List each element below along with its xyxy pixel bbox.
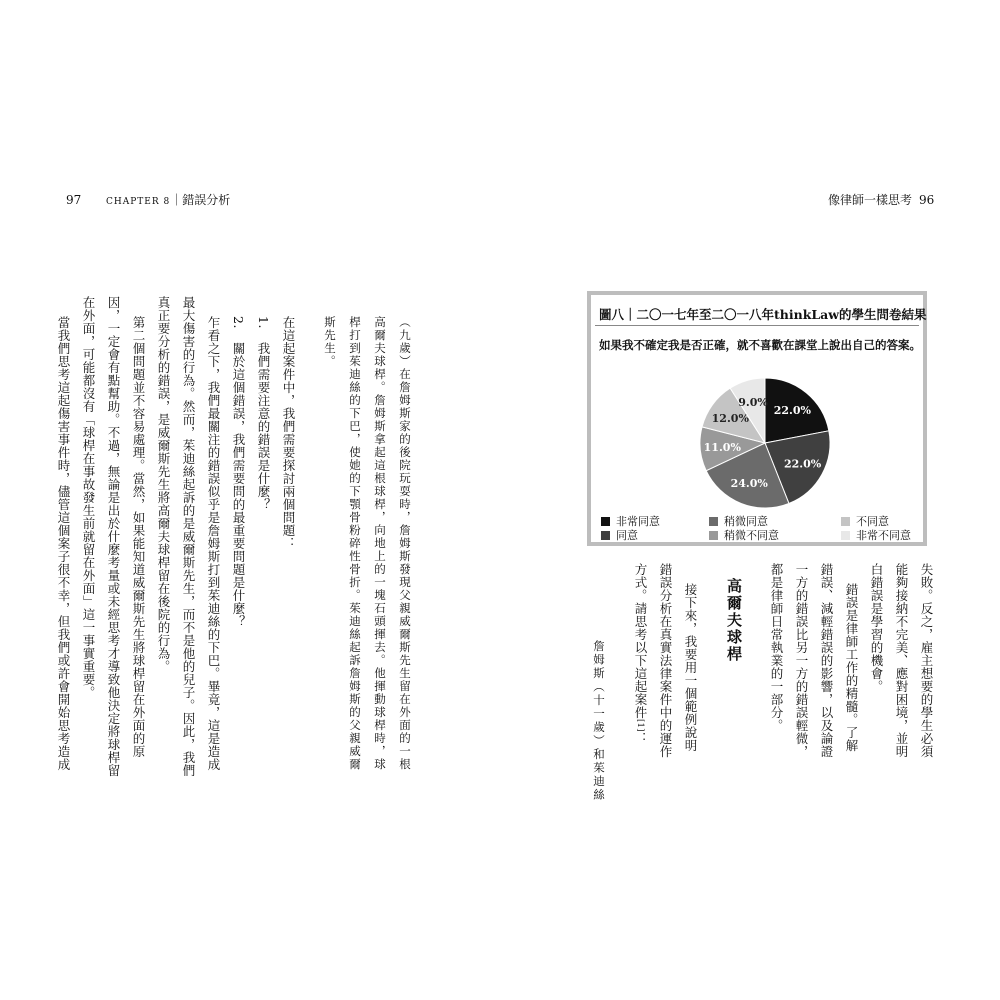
body-column: [632, 563, 649, 745]
legend-label: 非常同意: [616, 515, 660, 528]
quote-column: 斯先生。: [323, 316, 337, 368]
body-column: 最大傷害的行為。然而，茱迪絲起訴的是威爾斯先生，而不是他的兒子。因此，我們: [181, 296, 196, 777]
body-column: 都是律師日常執業的一部分。: [769, 563, 784, 732]
body-column: 能夠接納不完美、應對困境，並明: [894, 563, 909, 758]
legend-label: 非常不同意: [856, 529, 911, 542]
section-heading: 高爾夫球桿: [725, 578, 743, 663]
legend-swatch: [709, 517, 718, 526]
body-column: 在這起案件中，我們需要探討兩個問題：: [281, 316, 296, 550]
body-column: 真正要分析的錯誤，是威爾斯先生將高爾夫球桿留在後院的行為。: [156, 296, 171, 673]
legend-label: 稍微同意: [724, 515, 768, 528]
body-column: 失敗。反之，雇主想要的學生必須: [919, 563, 934, 758]
legend-label: 不同意: [856, 515, 889, 528]
body-column: 白錯誤是學習的機會。: [869, 563, 884, 693]
body-column: 接下來，我要用一個範例說明: [683, 583, 698, 752]
body-column: 錯誤是律師工作的精髓。了解: [844, 583, 859, 752]
legend-swatch: [841, 531, 850, 540]
legend-item: [709, 527, 779, 543]
legend-item: [841, 527, 911, 543]
legend-swatch: [601, 531, 610, 540]
pie-slice-label: 11.0%: [703, 441, 741, 455]
case-byline: 詹姆斯（十一歲）和茱迪絲: [592, 640, 606, 802]
figure-title: 圖八｜二〇一七年至二〇一八年thinkLaw的學生問卷結果: [599, 307, 927, 322]
body-column: 錯誤分析在真實法律案件中的運作: [658, 563, 673, 758]
quote-column: 高爾夫球桿。詹姆斯拿起這根球桿，向地上的一塊石頭揮去。他揮動球桿時，球: [373, 316, 387, 771]
chapter-separator: ｜: [170, 193, 183, 207]
body-column: 在外面，可能都沒有「球桿在事故發生前就留在外面」這一事實重要。: [81, 296, 96, 699]
legend-item: [601, 527, 638, 543]
body-column: 錯誤、減輕錯誤的影響，以及論證: [819, 563, 834, 758]
chapter-title: 錯誤分析: [182, 193, 231, 207]
pie-slice-label: 22.0%: [773, 403, 811, 417]
figure-question: 如果我不確定我是否正確，就不喜歡在課堂上說出自己的答案。: [599, 338, 921, 352]
legend-swatch: [841, 517, 850, 526]
pie-slice-label: 12.0%: [711, 411, 749, 425]
body-column: 因，一定會有點幫助。不過，無論是出於什麼考量或未經思考才導致他決定將球桿留: [106, 296, 121, 777]
body-column: 第二個問題並不容易處理。當然，如果能知道威爾斯先生將球桿留在外面的原: [131, 316, 146, 758]
chapter-label: CHAPTER 8: [106, 197, 171, 207]
left-page-number: 97: [66, 193, 82, 207]
right-page-number: 96: [919, 193, 935, 207]
body-column: 1. 我們需要注意的錯誤是什麼？: [256, 316, 271, 511]
legend-label: 同意: [616, 529, 638, 542]
pie-slice-label: 24.0%: [730, 476, 768, 490]
right-book-title: 像律師一樣思考: [828, 193, 913, 207]
citation-punctuation: ：: [633, 731, 648, 745]
citation-marker[interactable]: [1]: [636, 719, 645, 732]
body-column: 一方的錯誤比另一方的錯誤輕微，: [794, 563, 809, 758]
figure-box: [587, 291, 927, 546]
body-column: 當我們思考這起傷害事件時，儘管這個案子很不幸，但我們或許會開始思考造成: [56, 316, 71, 771]
left-chapter-header: [106, 193, 230, 209]
quote-column: （九歲）在詹姆斯家的後院玩耍時，詹姆斯發現父親威爾斯先生留在外面的一根: [398, 316, 412, 771]
legend-label: 稍微不同意: [724, 529, 779, 542]
section-text: 方式。請思考以下這起案件: [633, 563, 648, 719]
body-column: 2. 關於這個錯誤，我們需要問的最重要問題是什麼？: [231, 316, 246, 628]
pie-chart: [591, 295, 923, 542]
pie-slice-label: 22.0%: [783, 457, 822, 471]
pie-slice-label: 9.0%: [738, 395, 768, 409]
legend-swatch: [709, 531, 718, 540]
quote-column: 桿打到茱迪絲的下巴，使她的下顎骨粉碎性骨折。茱迪絲起訴詹姆斯的父親威爾: [348, 316, 362, 771]
body-column: 乍看之下，我們最關注的錯誤似乎是詹姆斯打到茱迪絲的下巴。畢竟，這是造成: [206, 316, 221, 771]
legend-swatch: [601, 517, 610, 526]
